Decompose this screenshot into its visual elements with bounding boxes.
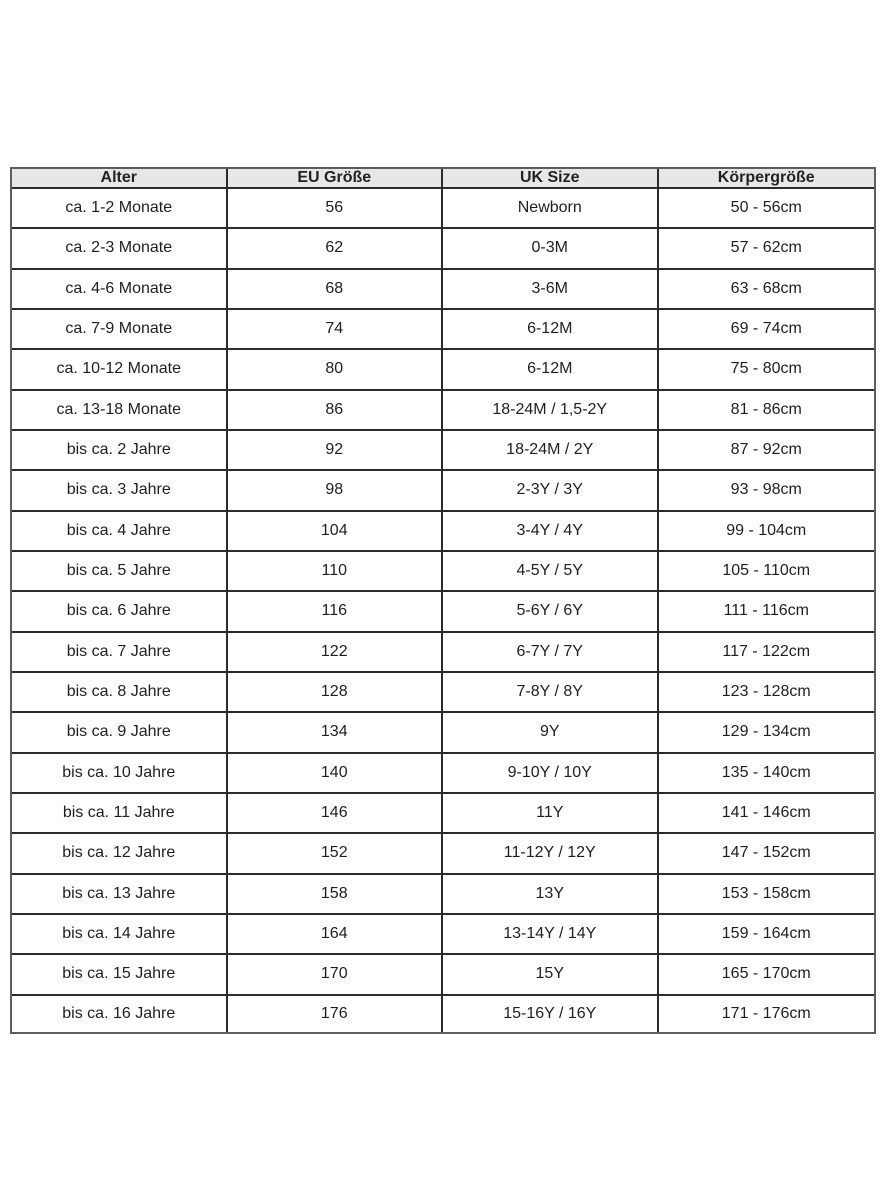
table-row xyxy=(12,875,874,915)
table-cell: 15-16Y / 16Y xyxy=(443,996,659,1032)
table-cell: 158 xyxy=(228,875,444,915)
table-row xyxy=(12,431,874,471)
table-cell: bis ca. 13 Jahre xyxy=(12,875,228,915)
table-cell: ca. 10-12 Monate xyxy=(12,350,228,390)
table-cell: 176 xyxy=(228,996,444,1032)
table-cell: bis ca. 6 Jahre xyxy=(12,592,228,632)
table-cell: 170 xyxy=(228,955,444,995)
table-cell: bis ca. 12 Jahre xyxy=(12,834,228,874)
table-row xyxy=(12,834,874,874)
table-cell: 75 - 80cm xyxy=(659,350,875,390)
table-cell: 105 - 110cm xyxy=(659,552,875,592)
table-row xyxy=(12,633,874,673)
table-cell: bis ca. 7 Jahre xyxy=(12,633,228,673)
table-cell: 11Y xyxy=(443,794,659,834)
table-cell: 153 - 158cm xyxy=(659,875,875,915)
table-cell: 5-6Y / 6Y xyxy=(443,592,659,632)
table-body xyxy=(12,189,874,1032)
table-cell: bis ca. 15 Jahre xyxy=(12,955,228,995)
table-cell: bis ca. 16 Jahre xyxy=(12,996,228,1032)
table-cell: 87 - 92cm xyxy=(659,431,875,471)
table-row xyxy=(12,713,874,753)
table-cell: 62 xyxy=(228,229,444,269)
table-cell: 13Y xyxy=(443,875,659,915)
table-cell: 74 xyxy=(228,310,444,350)
column-header-0: Alter xyxy=(12,169,228,189)
table-cell: 111 - 116cm xyxy=(659,592,875,632)
table-cell: ca. 1-2 Monate xyxy=(12,189,228,229)
table-row xyxy=(12,592,874,632)
table-cell: 140 xyxy=(228,754,444,794)
table-cell: bis ca. 8 Jahre xyxy=(12,673,228,713)
table-cell: bis ca. 2 Jahre xyxy=(12,431,228,471)
table-cell: ca. 2-3 Monate xyxy=(12,229,228,269)
table-cell: 56 xyxy=(228,189,444,229)
size-chart-container xyxy=(10,167,876,1034)
table-cell: 99 - 104cm xyxy=(659,512,875,552)
table-cell: 159 - 164cm xyxy=(659,915,875,955)
table-row xyxy=(12,471,874,511)
table-row xyxy=(12,189,874,229)
table-cell: bis ca. 14 Jahre xyxy=(12,915,228,955)
table-row xyxy=(12,310,874,350)
table-cell: 165 - 170cm xyxy=(659,955,875,995)
table-cell: 6-7Y / 7Y xyxy=(443,633,659,673)
table-cell: 129 - 134cm xyxy=(659,713,875,753)
table-cell: 104 xyxy=(228,512,444,552)
table-cell: 135 - 140cm xyxy=(659,754,875,794)
table-cell: 0-3M xyxy=(443,229,659,269)
table-cell: 9Y xyxy=(443,713,659,753)
table-cell: 86 xyxy=(228,391,444,431)
table-row xyxy=(12,512,874,552)
table-cell: 4-5Y / 5Y xyxy=(443,552,659,592)
table-cell: 171 - 176cm xyxy=(659,996,875,1032)
table-cell: 122 xyxy=(228,633,444,673)
table-cell: 93 - 98cm xyxy=(659,471,875,511)
table-cell: 6-12M xyxy=(443,310,659,350)
table-row xyxy=(12,270,874,310)
table-cell: 98 xyxy=(228,471,444,511)
table-row xyxy=(12,229,874,269)
table-cell: 80 xyxy=(228,350,444,390)
table-cell: ca. 13-18 Monate xyxy=(12,391,228,431)
table-cell: 69 - 74cm xyxy=(659,310,875,350)
table-row xyxy=(12,754,874,794)
table-cell: 110 xyxy=(228,552,444,592)
table-cell: 9-10Y / 10Y xyxy=(443,754,659,794)
table-row xyxy=(12,673,874,713)
table-cell: 128 xyxy=(228,673,444,713)
table-cell: Newborn xyxy=(443,189,659,229)
table-cell: 123 - 128cm xyxy=(659,673,875,713)
table-cell: bis ca. 11 Jahre xyxy=(12,794,228,834)
table-cell: 116 xyxy=(228,592,444,632)
table-cell: 134 xyxy=(228,713,444,753)
column-header-2: UK Size xyxy=(443,169,659,189)
table-cell: 3-4Y / 4Y xyxy=(443,512,659,552)
table-row xyxy=(12,996,874,1032)
table-cell: 13-14Y / 14Y xyxy=(443,915,659,955)
table-row xyxy=(12,552,874,592)
table-row xyxy=(12,915,874,955)
header-row xyxy=(12,169,874,189)
table-row xyxy=(12,794,874,834)
table-header xyxy=(12,169,874,189)
table-row xyxy=(12,350,874,390)
table-cell: 147 - 152cm xyxy=(659,834,875,874)
table-row xyxy=(12,391,874,431)
table-cell: 6-12M xyxy=(443,350,659,390)
table-cell: 117 - 122cm xyxy=(659,633,875,673)
table-cell: 92 xyxy=(228,431,444,471)
table-cell: 164 xyxy=(228,915,444,955)
table-cell: 18-24M / 2Y xyxy=(443,431,659,471)
table-cell: 152 xyxy=(228,834,444,874)
table-cell: 146 xyxy=(228,794,444,834)
table-cell: 141 - 146cm xyxy=(659,794,875,834)
table-cell: ca. 7-9 Monate xyxy=(12,310,228,350)
table-cell: 18-24M / 1,5-2Y xyxy=(443,391,659,431)
table-cell: 50 - 56cm xyxy=(659,189,875,229)
table-cell: bis ca. 10 Jahre xyxy=(12,754,228,794)
table-row xyxy=(12,955,874,995)
table-cell: bis ca. 3 Jahre xyxy=(12,471,228,511)
table-cell: bis ca. 9 Jahre xyxy=(12,713,228,753)
table-cell: ca. 4-6 Monate xyxy=(12,270,228,310)
table-cell: 81 - 86cm xyxy=(659,391,875,431)
table-cell: 15Y xyxy=(443,955,659,995)
table-cell: 7-8Y / 8Y xyxy=(443,673,659,713)
table-cell: bis ca. 5 Jahre xyxy=(12,552,228,592)
table-cell: 68 xyxy=(228,270,444,310)
column-header-1: EU Größe xyxy=(228,169,444,189)
column-header-3: Körpergröße xyxy=(659,169,875,189)
table-cell: bis ca. 4 Jahre xyxy=(12,512,228,552)
table-cell: 57 - 62cm xyxy=(659,229,875,269)
table-cell: 2-3Y / 3Y xyxy=(443,471,659,511)
table-cell: 63 - 68cm xyxy=(659,270,875,310)
table-cell: 3-6M xyxy=(443,270,659,310)
table-cell: 11-12Y / 12Y xyxy=(443,834,659,874)
size-chart-table xyxy=(12,169,874,1032)
